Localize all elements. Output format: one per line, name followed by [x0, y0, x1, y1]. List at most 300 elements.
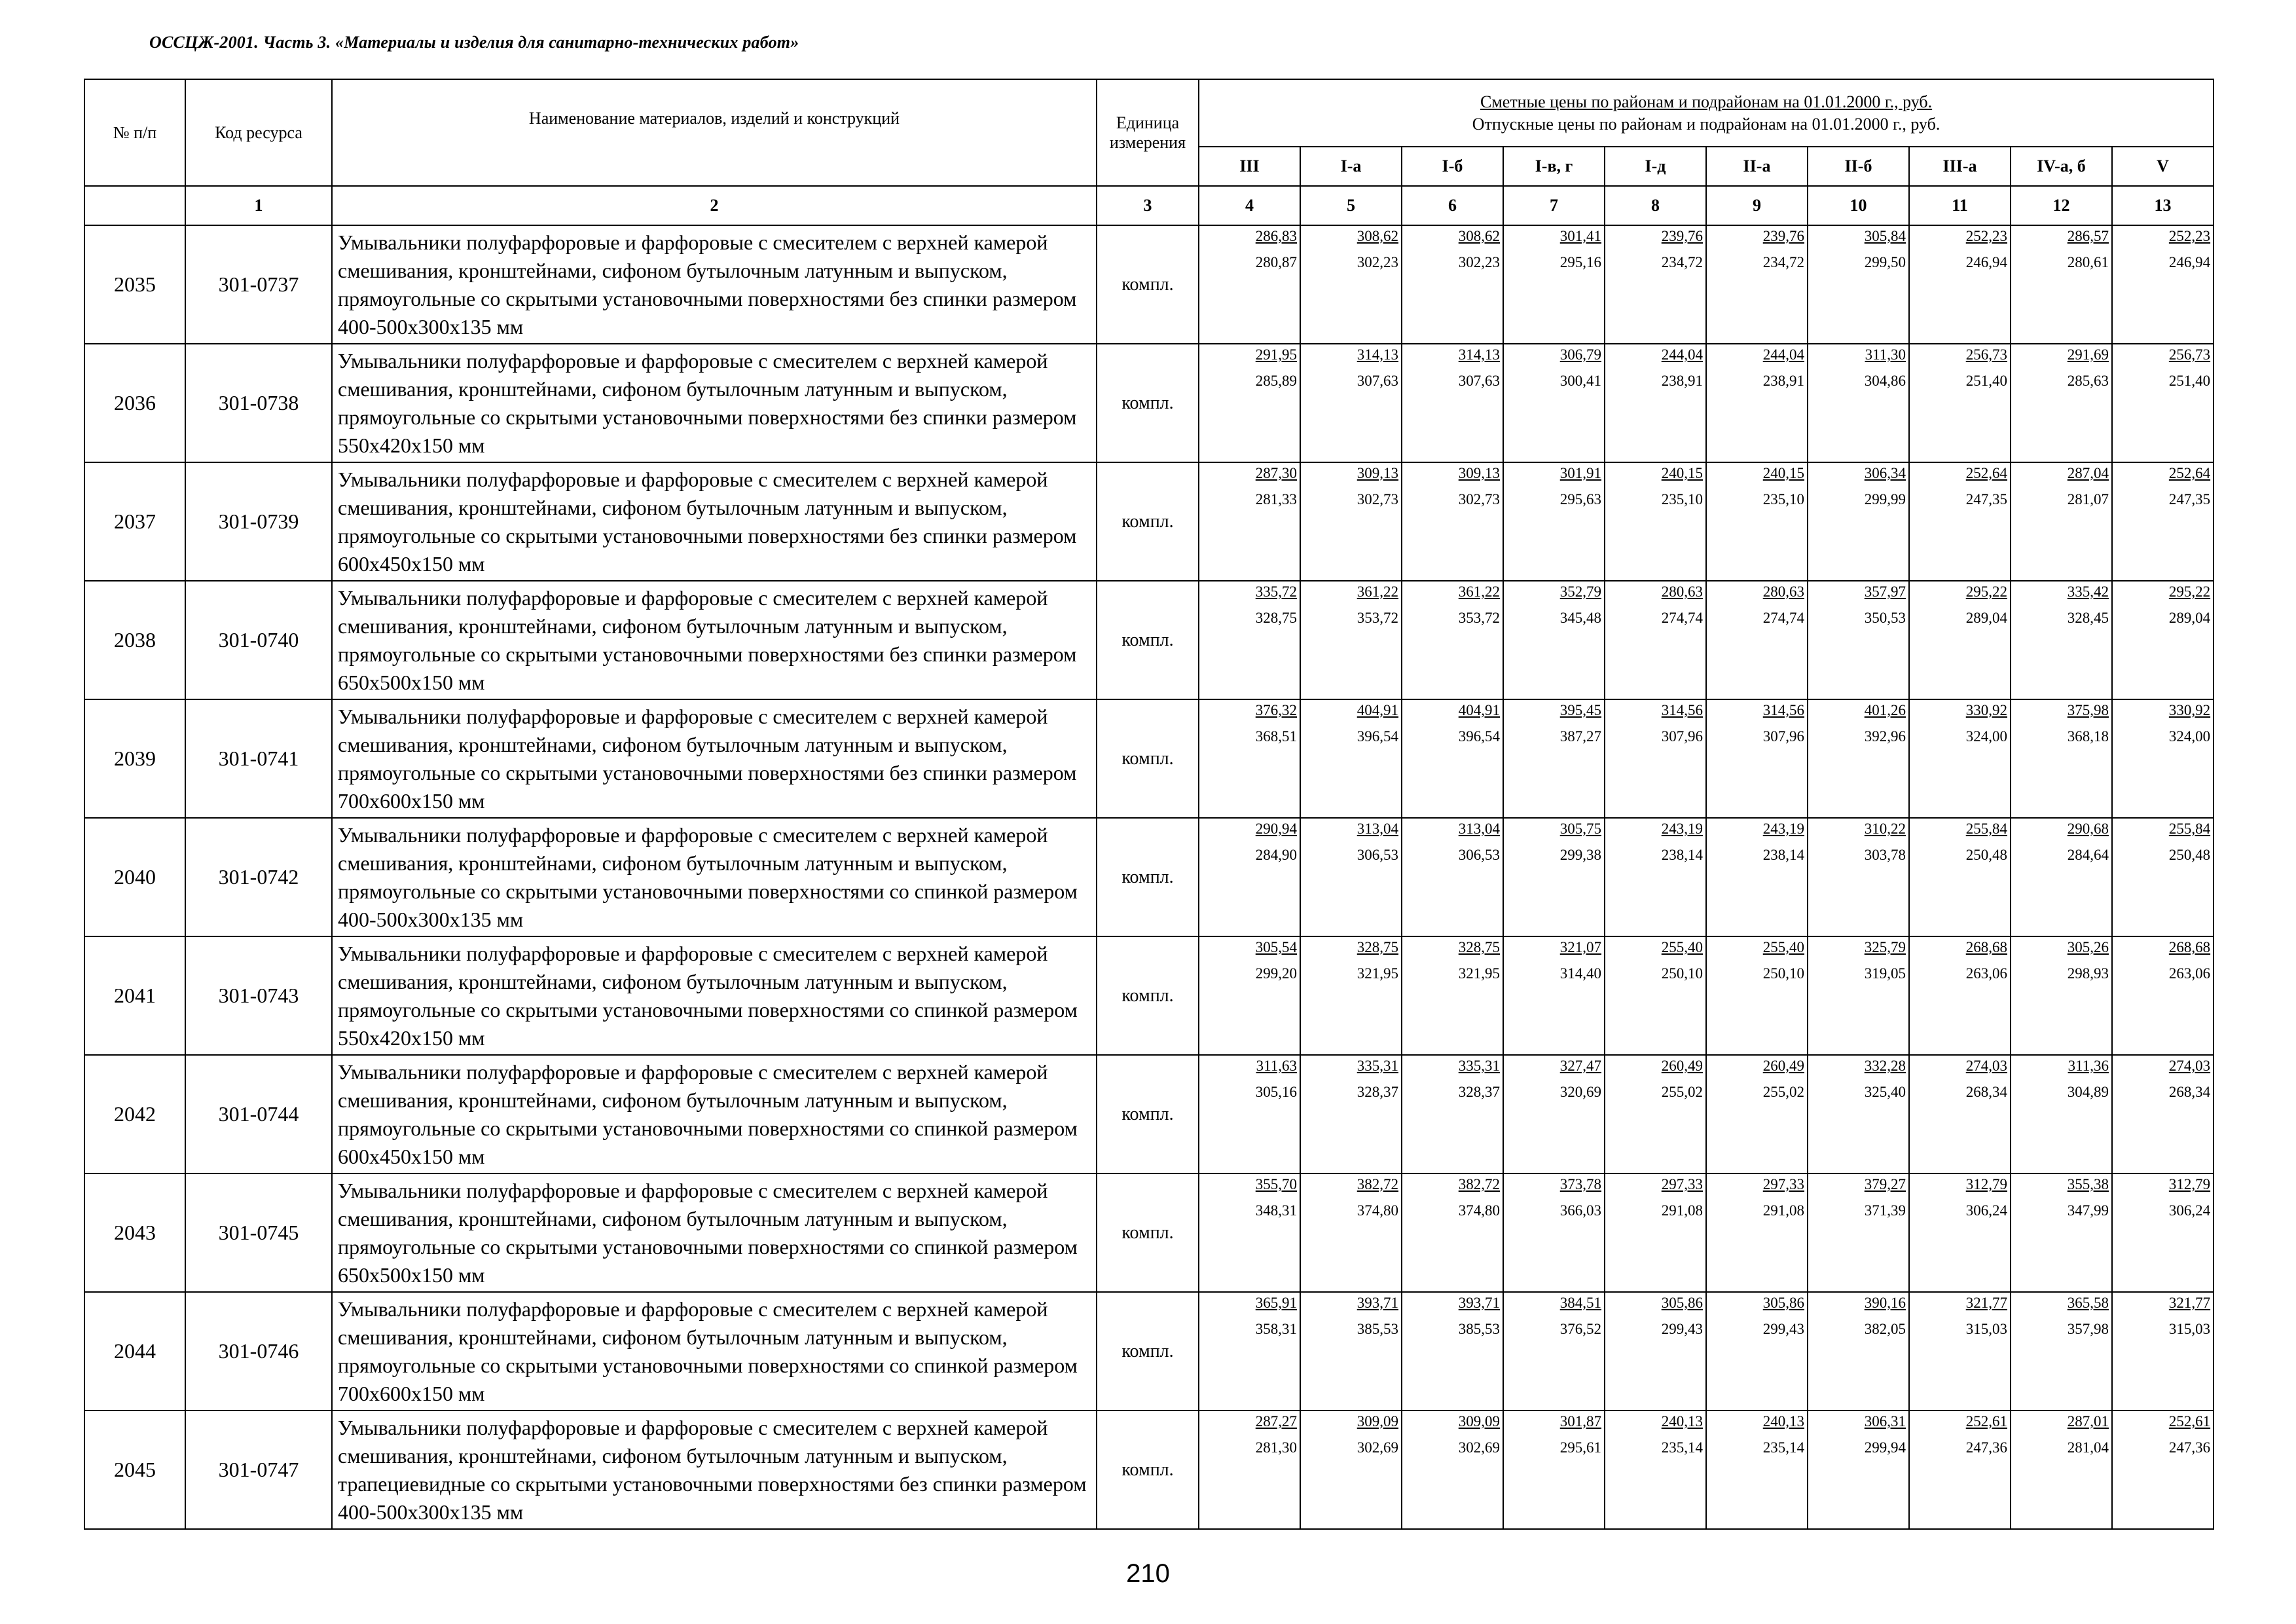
price-cell: [1909, 1055, 2011, 1173]
estimate-price: 309,09: [1458, 1413, 1500, 1430]
release-price: 268,34: [1965, 1084, 2007, 1100]
unit-of-measure: компл.: [1097, 1055, 1199, 1173]
estimate-price: 252,23: [2168, 228, 2211, 244]
release-price: 315,03: [1965, 1321, 2007, 1337]
release-price: 315,03: [2168, 1321, 2211, 1337]
price-cell: [1808, 581, 1909, 699]
resource-code: 301-0747: [185, 1411, 332, 1529]
release-price: 263,06: [1965, 965, 2007, 982]
column-number: 13: [2112, 186, 2214, 225]
region-header: III: [1199, 147, 1300, 186]
price-cell: [1706, 818, 1808, 936]
release-price: 314,40: [1559, 965, 1601, 982]
estimate-price: 384,51: [1559, 1295, 1601, 1311]
price-cell: [1199, 818, 1300, 936]
estimate-price: 239,76: [1661, 228, 1703, 244]
release-price: 328,75: [1255, 610, 1297, 626]
estimate-price: 330,92: [2168, 702, 2211, 718]
release-price: 328,37: [1357, 1084, 1398, 1100]
unit-of-measure: компл.: [1097, 581, 1199, 699]
estimate-price: 280,63: [1661, 583, 1703, 600]
price-cell: [1199, 1055, 1300, 1173]
release-price: 235,14: [1661, 1439, 1703, 1456]
release-price: 238,91: [1762, 373, 1804, 389]
release-price: 234,72: [1661, 254, 1703, 270]
resource-code: 301-0746: [185, 1292, 332, 1411]
resource-code: 301-0739: [185, 462, 332, 581]
price-cell: [1503, 1173, 1605, 1292]
unit-of-measure: компл.: [1097, 344, 1199, 462]
unit-of-measure: компл.: [1097, 699, 1199, 818]
estimate-price: 286,57: [2067, 228, 2109, 244]
estimate-price: 390,16: [1864, 1295, 1906, 1311]
price-cell: [1605, 936, 1706, 1055]
estimate-price: 291,69: [2067, 346, 2109, 363]
header-prices: [1199, 79, 2214, 147]
price-table: [84, 79, 2214, 1530]
estimate-price: 376,32: [1255, 702, 1297, 718]
price-cell: [1909, 225, 2011, 344]
estimate-price: 287,30: [1255, 465, 1297, 481]
table-row: [84, 699, 2214, 818]
estimate-price: 355,38: [2067, 1176, 2109, 1192]
release-price: 392,96: [1864, 728, 1906, 745]
estimate-price: 401,26: [1864, 702, 1906, 718]
estimate-price: 306,34: [1864, 465, 1906, 481]
column-number: 4: [1199, 186, 1300, 225]
column-number: 11: [1909, 186, 2011, 225]
estimate-price: 335,42: [2067, 583, 2109, 600]
estimate-price: 256,73: [2168, 346, 2211, 363]
unit-of-measure: компл.: [1097, 1173, 1199, 1292]
table-row: [84, 818, 2214, 936]
estimate-price: 404,91: [1458, 702, 1500, 718]
price-cell: [2011, 1055, 2112, 1173]
release-price: 385,53: [1357, 1321, 1398, 1337]
price-cell: [1300, 1055, 1402, 1173]
release-price: 299,38: [1559, 847, 1601, 863]
estimate-price: 260,49: [1661, 1058, 1703, 1074]
price-cell: [1808, 462, 1909, 581]
price-cell: [1402, 1292, 1503, 1411]
estimate-price: 311,36: [2068, 1058, 2109, 1074]
estimate-price: 274,03: [1965, 1058, 2007, 1074]
material-name: Умывальники полуфарфоровые и фарфоровые с смесителем с верхней камерой смешивания, кронштейнами, сифоном бутылочным латунным и выпуском, трапециевидные со скрытыми установочными поверхностями без спинки размером 400-500х300х135 мм: [332, 1411, 1097, 1529]
estimate-price: 321,77: [1965, 1295, 2007, 1311]
price-cell: [1909, 581, 2011, 699]
row-number: 2044: [84, 1292, 185, 1411]
estimate-price: 327,47: [1559, 1058, 1601, 1074]
column-number: 2: [332, 186, 1097, 225]
region-header: III-а: [1909, 147, 2011, 186]
estimate-price: 314,56: [1762, 702, 1804, 718]
price-cell: [1808, 699, 1909, 818]
column-number: 6: [1402, 186, 1503, 225]
release-price: 345,48: [1559, 610, 1601, 626]
release-price: 280,87: [1255, 254, 1297, 270]
material-name: Умывальники полуфарфоровые и фарфоровые с смесителем с верхней камерой смешивания, кронштейнами, сифоном бутылочным латунным и выпуском, прямоугольные со скрытыми установочными поверхностями без спинки размером 550х420х150 мм: [332, 344, 1097, 462]
table-row: [84, 344, 2214, 462]
release-price: 281,33: [1255, 491, 1297, 507]
release-price: 251,40: [2168, 373, 2211, 389]
release-price: 289,04: [2168, 610, 2211, 626]
estimate-price: 268,68: [2168, 939, 2211, 955]
release-price: 238,91: [1661, 373, 1703, 389]
estimate-price: 404,91: [1357, 702, 1398, 718]
release-price: 235,10: [1762, 491, 1804, 507]
material-name: Умывальники полуфарфоровые и фарфоровые с смесителем с верхней камерой смешивания, кронштейнами, сифоном бутылочным латунным и выпуском, прямоугольные со скрытыми установочными поверхностями без спинки размером 650х500х150 мм: [332, 581, 1097, 699]
material-name: Умывальники полуфарфоровые и фарфоровые с смесителем с верхней камерой смешивания, кронштейнами, сифоном бутылочным латунным и выпуском, прямоугольные со скрытыми установочными поверхностями со спинкой размером 550х420х150 мм: [332, 936, 1097, 1055]
price-cell: [1199, 1173, 1300, 1292]
release-price: 325,40: [1864, 1084, 1906, 1100]
release-price: 387,27: [1559, 728, 1601, 745]
release-price: 299,50: [1864, 254, 1906, 270]
price-cell: [1503, 462, 1605, 581]
estimate-price: 313,04: [1357, 821, 1398, 837]
price-cell: [2011, 936, 2112, 1055]
price-cell: [1706, 462, 1808, 581]
release-price: 347,99: [2067, 1202, 2109, 1219]
release-price: 353,72: [1357, 610, 1398, 626]
release-price: 247,35: [1965, 491, 2007, 507]
price-cell: [1402, 344, 1503, 462]
price-cell: [1300, 1173, 1402, 1292]
release-price: 306,24: [2168, 1202, 2211, 1219]
release-price: 302,69: [1458, 1439, 1500, 1456]
price-cell: [1706, 1411, 1808, 1529]
release-price: 247,36: [2168, 1439, 2211, 1456]
estimate-price: 305,26: [2067, 939, 2109, 955]
price-cell: [1503, 225, 1605, 344]
price-cell: [1909, 936, 2011, 1055]
price-cell: [1503, 818, 1605, 936]
estimate-price: 297,33: [1661, 1176, 1703, 1192]
release-price: 321,95: [1357, 965, 1398, 982]
price-cell: [1605, 818, 1706, 936]
estimate-price: 301,87: [1559, 1413, 1601, 1430]
resource-code: 301-0737: [185, 225, 332, 344]
price-cell: [2011, 462, 2112, 581]
release-price: 281,04: [2067, 1439, 2109, 1456]
price-cell: [1605, 462, 1706, 581]
unit-of-measure: компл.: [1097, 1292, 1199, 1411]
release-price: 396,54: [1357, 728, 1398, 745]
release-price: 246,94: [2168, 254, 2211, 270]
price-cell: [1503, 936, 1605, 1055]
release-price: 302,69: [1357, 1439, 1398, 1456]
price-cell: [1706, 581, 1808, 699]
estimate-price: 280,63: [1762, 583, 1804, 600]
release-price: 250,10: [1762, 965, 1804, 982]
estimate-price: 361,22: [1458, 583, 1500, 600]
release-price: 382,05: [1864, 1321, 1906, 1337]
estimate-price: 382,72: [1458, 1176, 1500, 1192]
release-price: 307,63: [1357, 373, 1398, 389]
resource-code: 301-0738: [185, 344, 332, 462]
unit-of-measure: компл.: [1097, 936, 1199, 1055]
price-cell: [1402, 818, 1503, 936]
release-price: 285,89: [1255, 373, 1297, 389]
price-cell: [1503, 344, 1605, 462]
price-cell: [2011, 699, 2112, 818]
release-price: 250,48: [1965, 847, 2007, 863]
price-cell: [2112, 225, 2214, 344]
price-cell: [2112, 1173, 2214, 1292]
estimate-price: 306,79: [1559, 346, 1601, 363]
price-cell: [1909, 344, 2011, 462]
release-price: 295,61: [1559, 1439, 1601, 1456]
column-number: 10: [1808, 186, 1909, 225]
release-price: 348,31: [1255, 1202, 1297, 1219]
release-price: 324,00: [2168, 728, 2211, 745]
row-number: 2038: [84, 581, 185, 699]
estimate-price: 311,63: [1256, 1058, 1297, 1074]
estimate-price: 335,31: [1458, 1058, 1500, 1074]
estimate-price: 313,04: [1458, 821, 1500, 837]
release-price: 305,16: [1255, 1084, 1297, 1100]
column-number: 7: [1503, 186, 1605, 225]
release-price: 268,34: [2168, 1084, 2211, 1100]
header-unit: Единица измерения: [1097, 79, 1199, 186]
unit-of-measure: компл.: [1097, 1411, 1199, 1529]
price-cell: [1402, 699, 1503, 818]
release-price: 255,02: [1661, 1084, 1703, 1100]
estimate-price: 252,61: [1965, 1413, 2007, 1430]
price-cell: [1605, 581, 1706, 699]
estimate-price: 308,62: [1458, 228, 1500, 244]
estimate-price: 290,68: [2067, 821, 2109, 837]
price-cell: [1605, 1055, 1706, 1173]
row-number: 2035: [84, 225, 185, 344]
price-cell: [1808, 1292, 1909, 1411]
release-price: 371,39: [1864, 1202, 1906, 1219]
estimate-price: 305,86: [1762, 1295, 1804, 1311]
price-cell: [1402, 936, 1503, 1055]
release-price: 376,52: [1559, 1321, 1601, 1337]
estimate-price: 395,45: [1559, 702, 1601, 718]
release-price: 284,64: [2067, 847, 2109, 863]
estimate-price: 330,92: [1965, 702, 2007, 718]
price-cell: [1503, 1292, 1605, 1411]
unit-of-measure: компл.: [1097, 462, 1199, 581]
estimate-price: 301,91: [1559, 465, 1601, 481]
price-cell: [1300, 225, 1402, 344]
estimate-price: 244,04: [1762, 346, 1804, 363]
price-cell: [1808, 225, 1909, 344]
region-header: IV-а, б: [2011, 147, 2112, 186]
price-cell: [1605, 1292, 1706, 1411]
estimate-price: 305,86: [1661, 1295, 1703, 1311]
release-price: 291,08: [1762, 1202, 1804, 1219]
region-header: I-д: [1605, 147, 1706, 186]
estimate-price: 312,79: [2168, 1176, 2211, 1192]
release-price: 251,40: [1965, 373, 2007, 389]
price-cell: [1300, 1292, 1402, 1411]
estimate-price: 365,58: [2067, 1295, 2109, 1311]
release-price: 307,96: [1762, 728, 1804, 745]
release-price: 303,78: [1864, 847, 1906, 863]
estimate-price: 286,83: [1255, 228, 1297, 244]
estimate-price: 287,01: [2067, 1413, 2109, 1430]
resource-code: 301-0741: [185, 699, 332, 818]
estimate-price: 252,64: [2168, 465, 2211, 481]
estimate-price: 287,27: [1255, 1413, 1297, 1430]
price-cell: [1300, 581, 1402, 699]
material-name: Умывальники полуфарфоровые и фарфоровые с смесителем с верхней камерой смешивания, кронштейнами, сифоном бутылочным латунным и выпуском, прямоугольные со скрытыми установочными поверхностями без спинки размером 400-500х300х135 мм: [332, 225, 1097, 344]
price-cell: [2112, 1055, 2214, 1173]
row-number: 2039: [84, 699, 185, 818]
release-price: 281,07: [2067, 491, 2109, 507]
release-price: 302,23: [1458, 254, 1500, 270]
price-cell: [1402, 225, 1503, 344]
row-number: 2045: [84, 1411, 185, 1529]
row-number: 2036: [84, 344, 185, 462]
document-header: ОССЦЖ-2001. Часть 3. «Материалы и изделия для санитарно-технических работ»: [149, 33, 799, 52]
estimate-price: 244,04: [1661, 346, 1703, 363]
price-cell: [1199, 581, 1300, 699]
header-code: Код ресурса: [185, 79, 332, 186]
page-number: 210: [1126, 1559, 1170, 1588]
unit-of-measure: компл.: [1097, 818, 1199, 936]
estimate-price: 260,49: [1762, 1058, 1804, 1074]
release-price: 274,74: [1661, 610, 1703, 626]
column-number: 5: [1300, 186, 1402, 225]
estimate-price: 335,72: [1255, 583, 1297, 600]
estimate-price: 321,07: [1559, 939, 1601, 955]
price-cell: [1808, 818, 1909, 936]
price-cell: [1402, 1173, 1503, 1292]
estimate-price: 291,95: [1255, 346, 1297, 363]
price-cell: [2112, 462, 2214, 581]
price-cell: [1808, 1173, 1909, 1292]
release-price: 374,80: [1357, 1202, 1398, 1219]
estimate-price: 252,61: [2168, 1413, 2211, 1430]
estimate-price: 335,31: [1357, 1058, 1398, 1074]
release-price: 291,08: [1661, 1202, 1703, 1219]
release-price: 285,63: [2067, 373, 2109, 389]
column-number: 3: [1097, 186, 1199, 225]
price-cell: [1706, 1173, 1808, 1292]
estimate-price: 301,41: [1559, 228, 1601, 244]
price-cell: [2112, 699, 2214, 818]
estimate-price: 239,76: [1762, 228, 1804, 244]
release-price: 358,31: [1255, 1321, 1297, 1337]
region-header: I-б: [1402, 147, 1503, 186]
price-cell: [1503, 581, 1605, 699]
release-price: 234,72: [1762, 254, 1804, 270]
row-number: 2043: [84, 1173, 185, 1292]
price-cell: [1300, 1411, 1402, 1529]
region-header: I-в, г: [1503, 147, 1605, 186]
table-row: [84, 581, 2214, 699]
price-cell: [1808, 936, 1909, 1055]
price-cell: [1909, 1173, 2011, 1292]
price-cell: [2112, 581, 2214, 699]
column-number-empty: [84, 186, 185, 225]
price-cell: [2112, 344, 2214, 462]
release-price: 350,53: [1864, 610, 1906, 626]
region-header: V: [2112, 147, 2214, 186]
row-number: 2042: [84, 1055, 185, 1173]
price-cell: [1199, 699, 1300, 818]
release-price: 320,69: [1559, 1084, 1601, 1100]
estimate-price: 328,75: [1458, 939, 1500, 955]
price-cell: [1909, 1292, 2011, 1411]
price-cell: [1503, 1411, 1605, 1529]
release-price: 366,03: [1559, 1202, 1601, 1219]
estimate-price: 361,22: [1357, 583, 1398, 600]
estimate-price: 255,40: [1661, 939, 1703, 955]
release-price: 306,24: [1965, 1202, 2007, 1219]
release-price: 385,53: [1458, 1321, 1500, 1337]
price-cell: [2011, 1292, 2112, 1411]
material-name: Умывальники полуфарфоровые и фарфоровые с смесителем с верхней камерой смешивания, кронштейнами, сифоном бутылочным латунным и выпуском, прямоугольные со скрытыми установочными поверхностями со спинкой размером 700х600х150 мм: [332, 1292, 1097, 1411]
estimate-price: 240,13: [1762, 1413, 1804, 1430]
estimate-price: 309,13: [1458, 465, 1500, 481]
price-cell: [1300, 818, 1402, 936]
resource-code: 301-0740: [185, 581, 332, 699]
table-row: [84, 462, 2214, 581]
release-price: 302,73: [1357, 491, 1398, 507]
release-price: 289,04: [1965, 610, 2007, 626]
column-number: 1: [185, 186, 332, 225]
price-cell: [1402, 581, 1503, 699]
release-price: 306,53: [1458, 847, 1500, 863]
release-price: 247,35: [2168, 491, 2211, 507]
release-price: 368,51: [1255, 728, 1297, 745]
material-name: Умывальники полуфарфоровые и фарфоровые с смесителем с верхней камерой смешивания, кронштейнами, сифоном бутылочным латунным и выпуском, прямоугольные со скрытыми установочными поверхностями без спинки размером 700х600х150 мм: [332, 699, 1097, 818]
release-price: 298,93: [2067, 965, 2109, 982]
release-price: 299,20: [1255, 965, 1297, 982]
release-price: 295,16: [1559, 254, 1601, 270]
estimate-price: 355,70: [1255, 1176, 1297, 1192]
estimate-price: 240,15: [1762, 465, 1804, 481]
price-cell: [1909, 699, 2011, 818]
release-price: 306,53: [1357, 847, 1398, 863]
price-cell: [1706, 1292, 1808, 1411]
release-price: 235,14: [1762, 1439, 1804, 1456]
price-cell: [1706, 936, 1808, 1055]
price-cell: [1909, 462, 2011, 581]
price-cell: [2112, 936, 2214, 1055]
estimate-price: 252,23: [1965, 228, 2007, 244]
estimate-price: 305,54: [1255, 939, 1297, 955]
price-cell: [2011, 581, 2112, 699]
price-cell: [1199, 344, 1300, 462]
release-price: 299,43: [1762, 1321, 1804, 1337]
row-number: 2037: [84, 462, 185, 581]
estimate-price: 332,28: [1864, 1058, 1906, 1074]
release-price: 396,54: [1458, 728, 1500, 745]
estimate-price: 290,94: [1255, 821, 1297, 837]
release-price: 368,18: [2067, 728, 2109, 745]
price-cell: [1605, 344, 1706, 462]
material-name: Умывальники полуфарфоровые и фарфоровые с смесителем с верхней камерой смешивания, кронштейнами, сифоном бутылочным латунным и выпуском, прямоугольные со скрытыми установочными поверхностями без спинки размером 600х450х150 мм: [332, 462, 1097, 581]
estimate-price: 311,30: [1865, 346, 1906, 363]
estimate-price: 274,03: [2168, 1058, 2211, 1074]
resource-code: 301-0743: [185, 936, 332, 1055]
release-price: 247,36: [1965, 1439, 2007, 1456]
price-cell: [1199, 1292, 1300, 1411]
release-price: 328,37: [1458, 1084, 1500, 1100]
estimate-price: 243,19: [1661, 821, 1703, 837]
header-release-prices: Отпускные цены по районам и подрайонам на 01.01.2000 г., руб.: [1472, 114, 1941, 134]
price-cell: [1605, 1173, 1706, 1292]
resource-code: 301-0745: [185, 1173, 332, 1292]
price-cell: [1300, 344, 1402, 462]
row-number: 2041: [84, 936, 185, 1055]
column-number: 12: [2011, 186, 2112, 225]
